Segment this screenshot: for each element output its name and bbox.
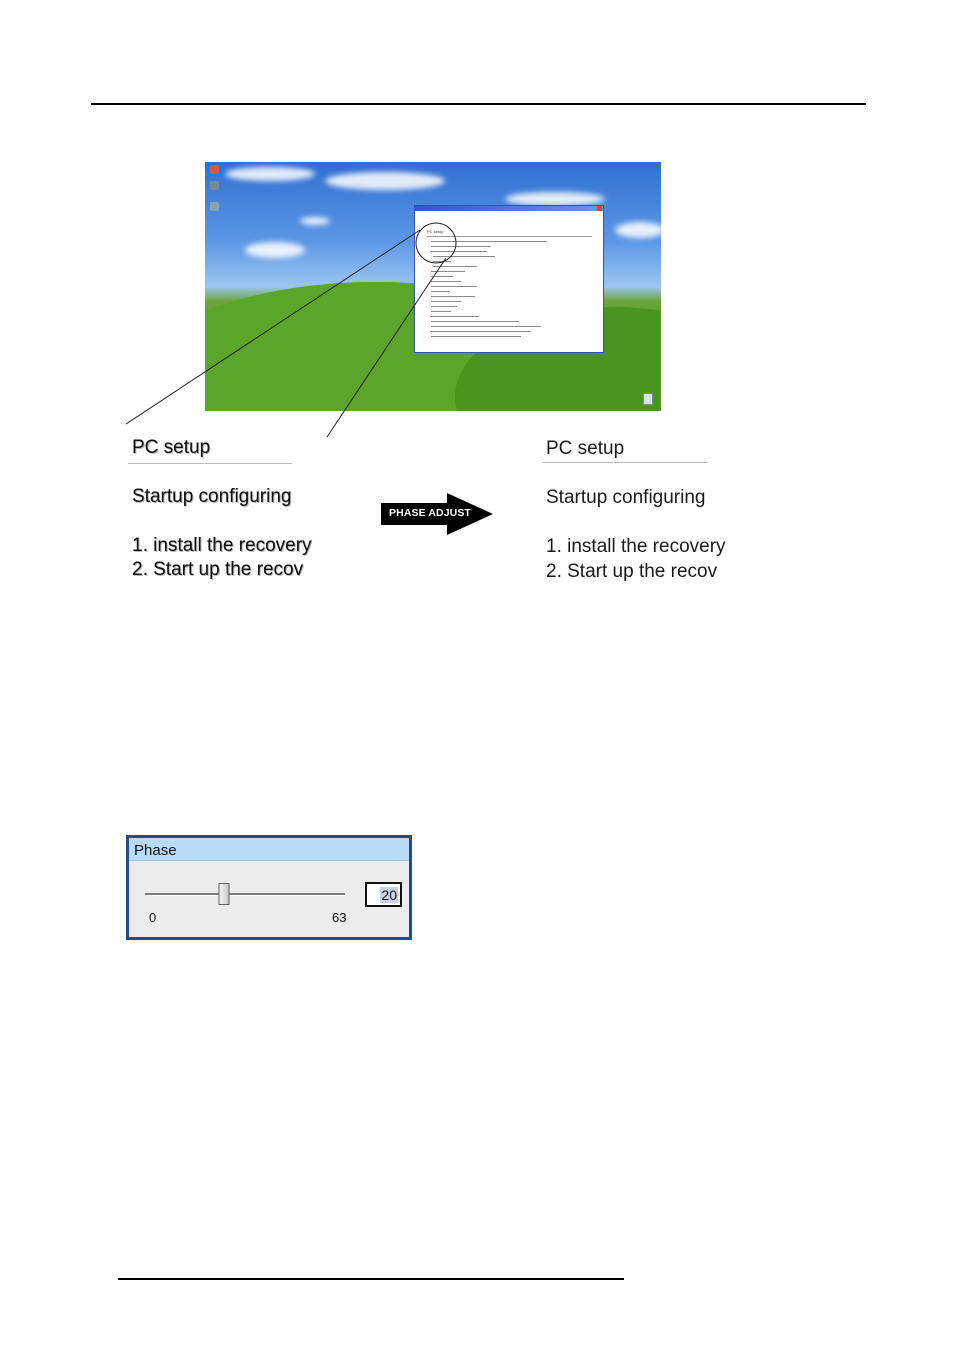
arrow-label: PHASE ADJUST: [389, 507, 471, 519]
phase-value-text: 20: [381, 887, 397, 903]
document-window: [414, 205, 604, 353]
window-heading: PC setup: [427, 229, 444, 234]
before-heading-rule: [128, 463, 292, 464]
desktop-icon: [210, 181, 219, 190]
phase-titlebar: [129, 838, 409, 861]
close-icon: [597, 206, 602, 211]
phase-title: Phase: [134, 842, 177, 859]
phase-dialog: [126, 835, 412, 940]
after-subheading: Startup configuring: [546, 487, 706, 508]
after-heading-rule: [542, 462, 708, 463]
after-item: 2. Start up the recov: [546, 561, 718, 582]
after-heading: PC setup: [546, 438, 625, 459]
before-item: 1. install the recovery: [132, 535, 312, 556]
desktop-icon: [210, 202, 219, 211]
before-item: 2. Start up the recov: [132, 559, 304, 580]
header-rule: [91, 103, 866, 105]
before-subheading: Startup configuring: [132, 486, 292, 507]
phase-min-label: 0: [149, 910, 157, 925]
footer-rule: [118, 1278, 624, 1280]
phase-slider-thumb[interactable]: [219, 883, 230, 905]
window-titlebar: [415, 206, 603, 211]
window-heading-rule: [427, 236, 592, 237]
before-heading: PC setup: [132, 437, 211, 458]
desktop-screenshot: [205, 162, 661, 411]
phase-max-label: 63: [332, 910, 347, 925]
desktop-icon: [210, 165, 219, 174]
recycle-bin-icon: [643, 393, 653, 405]
phase-slider-track[interactable]: [145, 893, 345, 896]
after-item: 1. install the recovery: [546, 536, 726, 557]
phase-value-input[interactable]: [365, 882, 402, 907]
